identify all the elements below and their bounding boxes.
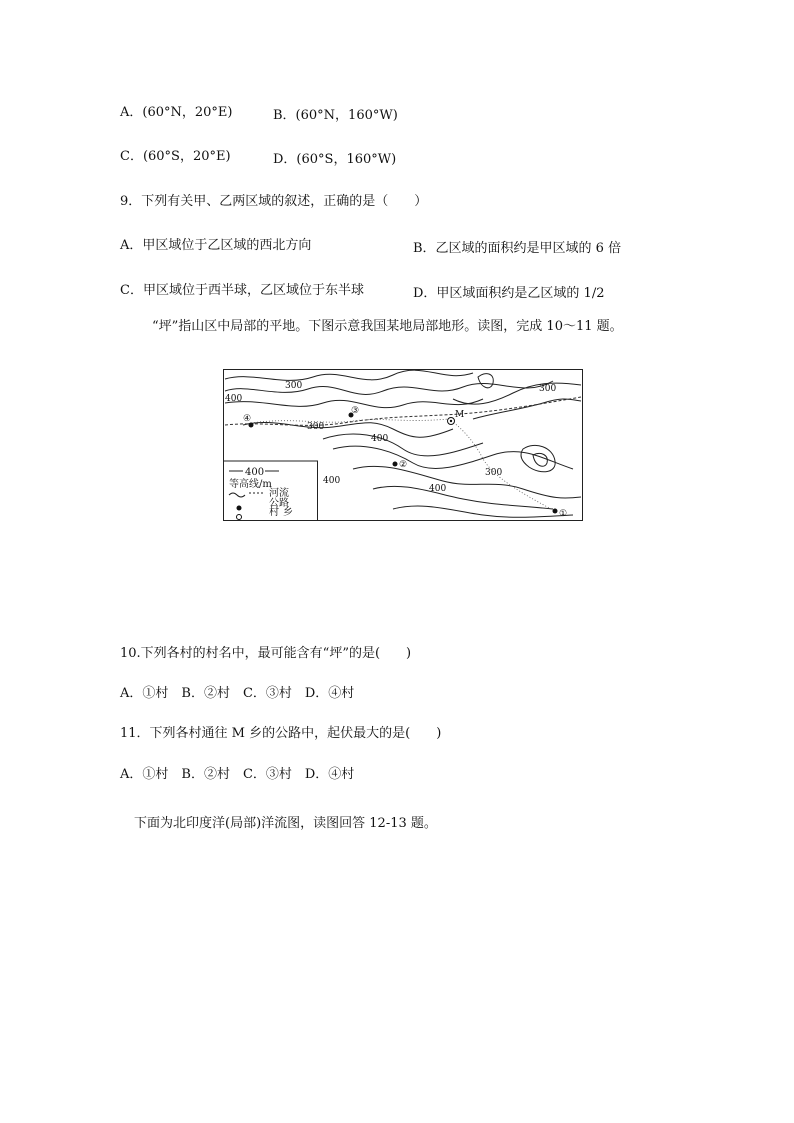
q11-options: A．①村 B．②村 C．③村 D．④村 bbox=[120, 767, 355, 782]
q9-option-d: D．甲区域面积约是乙区域的 1/2 bbox=[413, 286, 605, 301]
svg-text:④: ④ bbox=[243, 414, 252, 424]
q10-stem: 10.下列各村的村名中，最可能含有“坪”的是( ) bbox=[120, 646, 412, 661]
map-legend bbox=[224, 461, 318, 521]
contour-label: 400 bbox=[371, 434, 389, 444]
contour-label: 300 bbox=[485, 468, 503, 478]
contour-label: 400 bbox=[323, 476, 341, 486]
q8-option-c: C．(60°S，20°E) bbox=[120, 149, 231, 164]
q9-option-b: B．乙区域的面积约是甲区域的 6 倍 bbox=[413, 241, 622, 256]
topographic-map bbox=[223, 369, 583, 521]
q9-option-a: A．甲区域位于乙区域的西北方向 bbox=[120, 238, 312, 253]
contour-map-svg bbox=[223, 369, 583, 521]
village-3 bbox=[349, 406, 360, 418]
intro-12-13: 下面为北印度洋(局部)洋流图，读图回答 12-13 题。 bbox=[134, 816, 437, 831]
contour-label: 400 bbox=[225, 394, 243, 404]
contour-label: 300 bbox=[285, 381, 303, 391]
intro-10-11: “坪”指山区中局部的平地。下图示意我国某地局部地形。读图，完成 10～11 题。 bbox=[152, 319, 623, 334]
legend-contour-name: 等高线/m bbox=[229, 479, 272, 490]
q9-stem: 9．下列有关甲、乙两区域的叙述，正确的是（ ） bbox=[120, 194, 428, 209]
q11-stem: 11．下列各村通往 M 乡的公路中，起伏最大的是( ) bbox=[120, 726, 442, 741]
legend-contour-value: 400 bbox=[245, 467, 265, 478]
svg-text:M: M bbox=[455, 410, 465, 420]
q10-options: A．①村 B．②村 C．③村 D．④村 bbox=[120, 686, 355, 701]
contour-label: 400 bbox=[429, 484, 447, 494]
legend-village: 村 bbox=[269, 507, 279, 518]
q8-option-d: D．(60°S，160°W) bbox=[273, 152, 397, 167]
q9-option-c: C．甲区域位于西半球，乙区域位于东半球 bbox=[120, 283, 364, 298]
svg-text:①: ① bbox=[559, 509, 568, 519]
legend-river: 河流 bbox=[269, 488, 289, 499]
contour-label: 300 bbox=[307, 422, 325, 432]
q8-option-b: B．(60°N，160°W) bbox=[273, 108, 398, 123]
legend-road: 公路 bbox=[269, 498, 289, 509]
svg-text:②: ② bbox=[399, 460, 408, 470]
svg-text:③: ③ bbox=[351, 406, 360, 416]
q8-option-a: A．(60°N，20°E) bbox=[120, 105, 233, 120]
legend-town: 乡 bbox=[283, 507, 293, 518]
contour-label: 300 bbox=[539, 384, 557, 394]
